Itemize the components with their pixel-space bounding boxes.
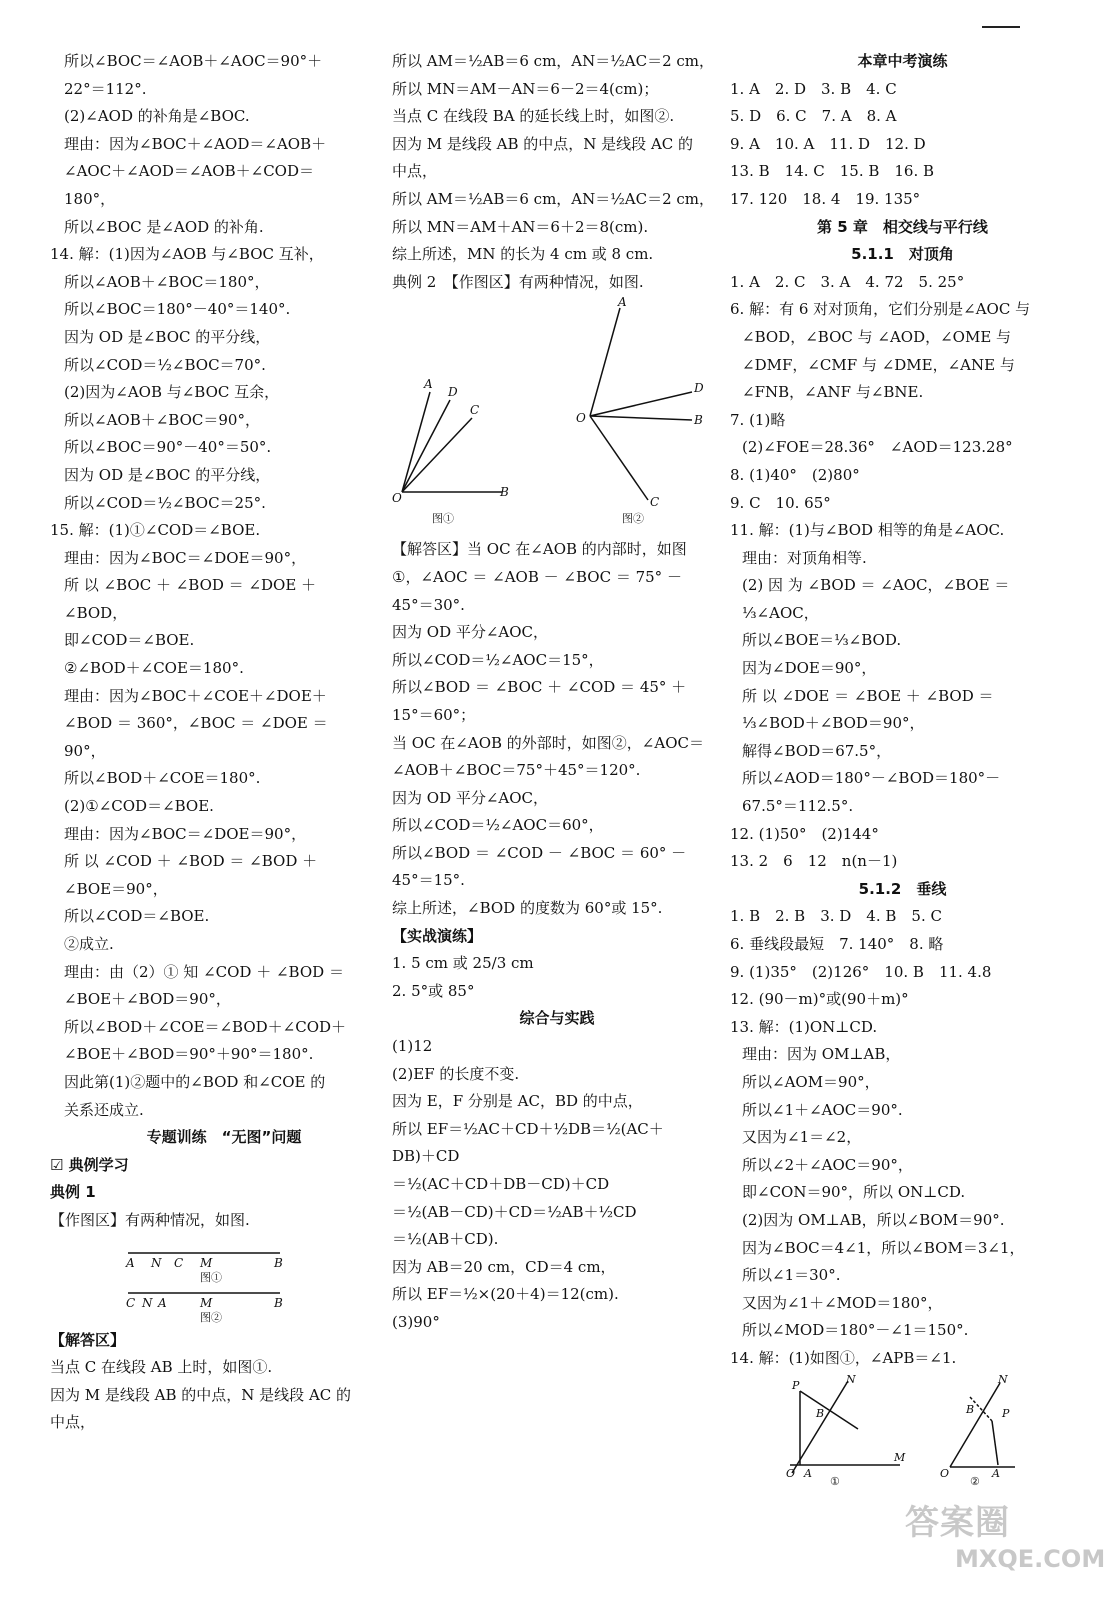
text-line: ∠BOD ＝ 360°，∠BOC ＝ ∠DOE ＝ [64,714,328,733]
column-2 [392,48,722,1337]
point-label: M [894,1450,906,1464]
text-line: 又因为∠1＋∠MOD＝180°， [742,1293,943,1312]
text-line: 180°， [64,189,116,208]
chapter-heading: 第 5 章 相交线与平行线 [817,217,988,236]
point-label: D [448,385,458,400]
text-line: 因为 OD 是∠BOC 的平分线， [64,327,271,346]
text-line: 综上所述，∠BOD 的度数为 60°或 15°. [392,899,663,918]
text-line: ∠BOD，∠BOC 与 ∠AOD，∠OME 与 [742,327,1012,346]
section-heading: 专题训练 “无图”问题 [146,1128,302,1147]
text-line: (2)EF 的长度不变. [392,1064,520,1083]
figure-caption: 图② [622,512,644,526]
answer-line: 6. 解：有 6 对对顶角，它们分别是∠AOC 与 [730,300,1031,319]
point-label: N [998,1372,1008,1386]
column-3 [730,48,1075,1491]
column-1 [50,48,384,1437]
text-line: 22°＝112°. [64,79,147,98]
text-line: 因为 M 是线段 AB 的中点，N 是线段 AC 的 [50,1385,352,1404]
text-line: ∠FNB，∠ANF 与∠BNE. [742,383,924,402]
text-line: 因为 AB＝20 cm，CD＝4 cm， [392,1257,616,1276]
text-line: 所以 AM＝½AB＝6 cm，AN＝½AC＝2 cm， [392,52,715,70]
answer-line: 17. 120 18. 4 19. 135° [730,189,921,208]
point-label: N [151,1255,162,1270]
point-label: B [816,1406,825,1420]
text-line: 理由：对顶角相等. [742,548,867,567]
point-label: P [1002,1406,1010,1420]
answer-line: 1. A 2. D 3. B 4. C [730,79,897,98]
text-line: 所以∠COD＝½∠BOC＝25°. [64,493,266,512]
text-line: 所以 MN＝AM－AN＝6－2＝4(cm)； [392,79,659,98]
text-line: ∠BOE＋∠BOD＝90°＋90°＝180°. [64,1045,314,1064]
section-heading: 综合与实践 [519,1009,595,1028]
section-heading: 本章中考演练 [857,52,948,70]
text-line: 因为 OD 平分∠AOC， [392,623,549,642]
text-line: 当 OC 在∠AOB 的外部时，如图②，∠AOC＝ [392,733,704,752]
text-line: (2) 因 为 ∠BOD ＝ ∠AOC，∠BOE ＝ [742,576,1010,595]
answer-line: 1. A 2. C 3. A 4. 72 5. 25° [730,272,965,291]
text-line: 所以∠BOC＝90°－40°＝50°. [64,438,272,457]
answer-line: 6. 垂线段最短 7. 140° 8. 略 [730,935,944,953]
text-line: ②成立. [64,935,114,953]
point-label: A [618,295,627,310]
text-line: 所以∠COD＝½∠BOC＝70°. [64,355,266,374]
point-label: B [966,1402,975,1416]
text-line: 67.5°＝112.5°. [742,797,854,816]
point-label: P [792,1378,800,1392]
text-line: 【作图区】有两种情况，如图. [50,1210,250,1229]
point-label: B [274,1255,283,1270]
text-line: 90°， [64,741,106,760]
text-line: 当点 C 在线段 BA 的延长线上时，如图②. [392,107,675,126]
text-line: 所以∠BOE＝⅓∠BOD. [742,631,902,650]
answer-line: 13. 解：(1)ON⊥CD. [730,1017,878,1036]
text-line: 所以∠1＝30°. [742,1266,841,1285]
text-line: 因为∠DOE＝90°， [742,659,877,678]
text-line: ＝½(AC＋CD＋DB－CD)＋CD [392,1175,610,1193]
point-label: A [158,1295,167,1310]
text-line: 所以∠BOC 是∠AOD 的补角. [64,217,264,236]
text-line: 因为 E，F 分别是 AC，BD 的中点， [392,1092,643,1111]
point-label: B [500,485,509,500]
point-label: O [392,491,402,506]
answer-line: 9. C 10. 65° [730,493,831,512]
text-line: 所以∠AOM＝90°， [742,1072,880,1091]
figure-caption: 图② [200,1310,222,1324]
text-line: 理由：因为∠BOC＝∠DOE＝90°， [64,824,307,843]
text-line: 2. 5°或 85° [392,981,475,1000]
answer-line: 12. (1)50° (2)144° [730,824,879,843]
example-2-label: 典例 2 【作图区】有两种情况，如图. [392,272,644,291]
text-line: 所以∠BOD＋∠COE＝180°. [64,769,261,788]
text-line: 所 以 ∠DOE ＝ ∠BOE ＋ ∠BOD ＝ [742,686,994,705]
text-line: 所以∠COD＝∠BOE. [64,907,210,926]
text-line: DB)＋CD [392,1147,460,1166]
point-label: A [804,1466,812,1480]
text-line: ②∠BOD＋∠COE＝180°. [64,659,244,678]
text-line: (2)①∠COD＝∠BOE. [64,797,214,816]
text-line: ＝½(AB＋CD). [392,1230,499,1249]
text-line: 理由：因为∠BOC＋∠AOD＝∠AOB＋ [64,134,327,153]
figure-caption: ① [830,1474,840,1488]
text-line: 所以∠BOD ＝ ∠COD － ∠BOC ＝ 60° － [392,843,687,862]
text-line: 所以 AM＝½AB＝6 cm，AN＝½AC＝2 cm， [392,189,715,208]
answer-line: 7. (1)略 [730,410,786,429]
text-line: 因为∠BOC＝4∠1，所以∠BOM＝3∠1， [742,1238,1025,1257]
watermark-logo: 答案圈 [905,1503,1010,1543]
answer-line: 9. A 10. A 11. D 12. D [730,134,926,153]
text-line: 1. 5 cm 或 25/3 cm [392,954,534,973]
answer-line: 8. (1)40° (2)80° [730,465,860,484]
point-label: M [200,1255,213,1270]
text-line: (2)∠AOD 的补角是∠BOC. [64,107,250,126]
text-line: 理由：由（2）① 知 ∠COD ＋ ∠BOD ＝ [64,962,344,981]
text-line: (3)90° [392,1312,440,1331]
text-line: 因为 OD 是∠BOC 的平分线， [64,465,271,484]
subsection-heading: ☑ 典例学习 [50,1155,129,1174]
text-line: 所以∠MOD＝180°－∠1＝150°. [742,1321,969,1340]
text-line: 综上所述，MN 的长为 4 cm 或 8 cm. [392,245,654,264]
answer-line: 5. D 6. C 7. A 8. A [730,107,897,126]
text-line: ∠DMF，∠CMF 与 ∠DME，∠ANE 与 [742,355,1015,374]
top-rule [982,26,1020,28]
text-line: 因此第(1)②题中的∠BOD 和∠COE 的 [64,1072,326,1091]
text-line: 即∠CON＝90°，所以 ON⊥CD. [742,1183,966,1202]
text-line: 所以∠COD＝½∠AOC＝60°， [392,816,604,835]
text-line: 所以∠1＋∠AOC＝90°. [742,1100,903,1119]
point-label: A [424,377,433,392]
answer-line: 12. (90－m)°或(90＋m)° [730,990,909,1009]
text-line: 15°＝60°； [392,705,476,724]
text-line: 因为 OD 平分∠AOC， [392,788,549,807]
text-line: 所以∠2＋∠AOC＝90°， [742,1155,913,1174]
point-label: O [940,1466,950,1480]
text-line: 解得∠BOD＝67.5°， [742,741,892,760]
text-line: 所以 EF＝½×(20＋4)＝12(cm). [392,1285,619,1304]
text-line: ⅓∠BOD＋∠BOD＝90°， [742,714,925,733]
figure-caption: 图① [200,1270,222,1284]
text-line: (2)因为∠AOB 与∠BOC 互余， [64,383,280,402]
point-label: N [142,1295,153,1310]
text-line: 中点， [50,1413,96,1432]
answer-line: 13. 2 6 12 n(n－1) [730,852,898,871]
text-line: 所以∠BOC＝∠AOB＋∠AOC＝90°＋ [64,52,323,70]
text-line: 所以 MN＝AM＋AN＝6＋2＝8(cm). [392,217,649,236]
angle-figure [392,295,722,532]
point-label: M [200,1295,213,1310]
text-line: 所以∠COD＝½∠AOC＝15°， [392,650,604,669]
text-line: 45°＝30°. [392,595,465,614]
text-line: 【解答区】当 OC 在∠AOB 的内部时，如图 [392,540,687,559]
answer-line: 11. 解：(1)与∠BOD 相等的角是∠AOC. [730,521,1005,540]
point-label: O [576,411,586,426]
text-line: 因为 M 是线段 AB 的中点，N 是线段 AC 的 [392,134,694,153]
answer-line: 1. B 2. B 3. D 4. B 5. C [730,907,942,926]
text-line: ∠BOE＝90°， [64,879,168,898]
text-line: ∠AOB＋∠BOC＝75°＋45°＝120°. [392,761,641,780]
point-label: D [694,381,704,396]
point-label: N [846,1372,856,1386]
point-label: C [174,1255,184,1270]
point-label: C [650,495,660,510]
text-line: 所以∠BOC＝180°－40°＝140°. [64,300,291,319]
text-line: (2)因为 OM⊥AB，所以∠BOM＝90°. [742,1210,1005,1229]
text-line: 45°＝15°. [392,871,465,890]
figure-caption: 图① [432,512,454,526]
segment-figure [64,1239,384,1323]
text-line: 理由：因为∠BOC＋∠COE＋∠DOE＋ [64,686,327,705]
point-label: A [126,1255,135,1270]
text-line: 理由：因为∠BOC＝∠DOE＝90°， [64,548,307,567]
problem-14: 14. 解：(1)因为∠AOB 与∠BOC 互补， [50,245,324,264]
practice-label: 【实战演练】 [392,926,483,945]
text-line: 所以∠AOB＋∠BOC＝90°， [64,410,260,429]
answer-line: 14. 解：(1)如图①，∠APB＝∠1. [730,1348,957,1367]
point-label: O [786,1466,796,1480]
text-line: 又因为∠1＝∠2， [742,1128,862,1147]
text-line: (2)∠FOE＝28.36° ∠AOD＝123.28° [742,438,1013,457]
text-line: 关系还成立. [64,1100,144,1119]
section-heading: 5.1.2 垂线 [858,879,947,898]
figure-caption: ② [970,1474,980,1488]
point-label: A [992,1466,1000,1480]
point-label: B [274,1295,283,1310]
text-line: ①，∠AOC ＝ ∠AOB － ∠BOC ＝ 75° － [392,567,682,586]
section-heading: 5.1.1 对顶角 [851,245,954,264]
text-line: 即∠COD＝∠BOE. [64,631,195,650]
answer-line: 9. (1)35° (2)126° 10. B 11. 4.8 [730,962,992,981]
text-line: (1)12 [392,1037,433,1056]
point-label: C [470,403,480,418]
text-line: 所以 EF＝½AC＋CD＋½DB＝½(AC＋ [392,1119,664,1138]
text-line: 中点， [392,162,438,181]
text-line: 所以∠BOD ＝ ∠BOC ＋ ∠COD ＝ 45° ＋ [392,678,687,697]
watermark-url: MXQE.COM [955,1545,1105,1573]
text-line: 所 以 ∠COD ＋ ∠BOD ＝ ∠BOD ＋ [64,852,318,871]
text-line: ∠AOC＋∠AOD＝∠AOB＋∠COD＝ [64,162,314,181]
text-line: ⅓∠AOC， [742,603,819,622]
text-line: 当点 C 在线段 AB 上时，如图①. [50,1358,273,1377]
answer-label: 【解答区】 [50,1330,126,1349]
text-line: ∠BOE＋∠BOD＝90°， [64,990,231,1009]
text-line: 所 以 ∠BOC ＋ ∠BOD ＝ ∠DOE ＋ [64,576,317,595]
text-line: 所以∠AOB＋∠BOC＝180°， [64,272,270,291]
perpendicular-figure [730,1372,1075,1488]
example-label: 典例 1 [50,1183,96,1202]
text-line: 理由：因为 OM⊥AB， [742,1045,901,1064]
problem-15: 15. 解：(1)①∠COD＝∠BOE. [50,521,261,540]
text-line: 所以∠AOD＝180°－∠BOD＝180°－ [742,769,1001,788]
answer-line: 13. B 14. C 15. B 16. B [730,162,935,181]
point-label: B [694,413,703,428]
text-line: ∠BOD， [64,603,128,622]
point-label: C [126,1295,136,1310]
text-line: 所以∠BOD＋∠COE＝∠BOD＋∠COD＋ [64,1017,347,1036]
text-line: ＝½(AB－CD)＋CD＝½AB＋½CD [392,1202,637,1221]
